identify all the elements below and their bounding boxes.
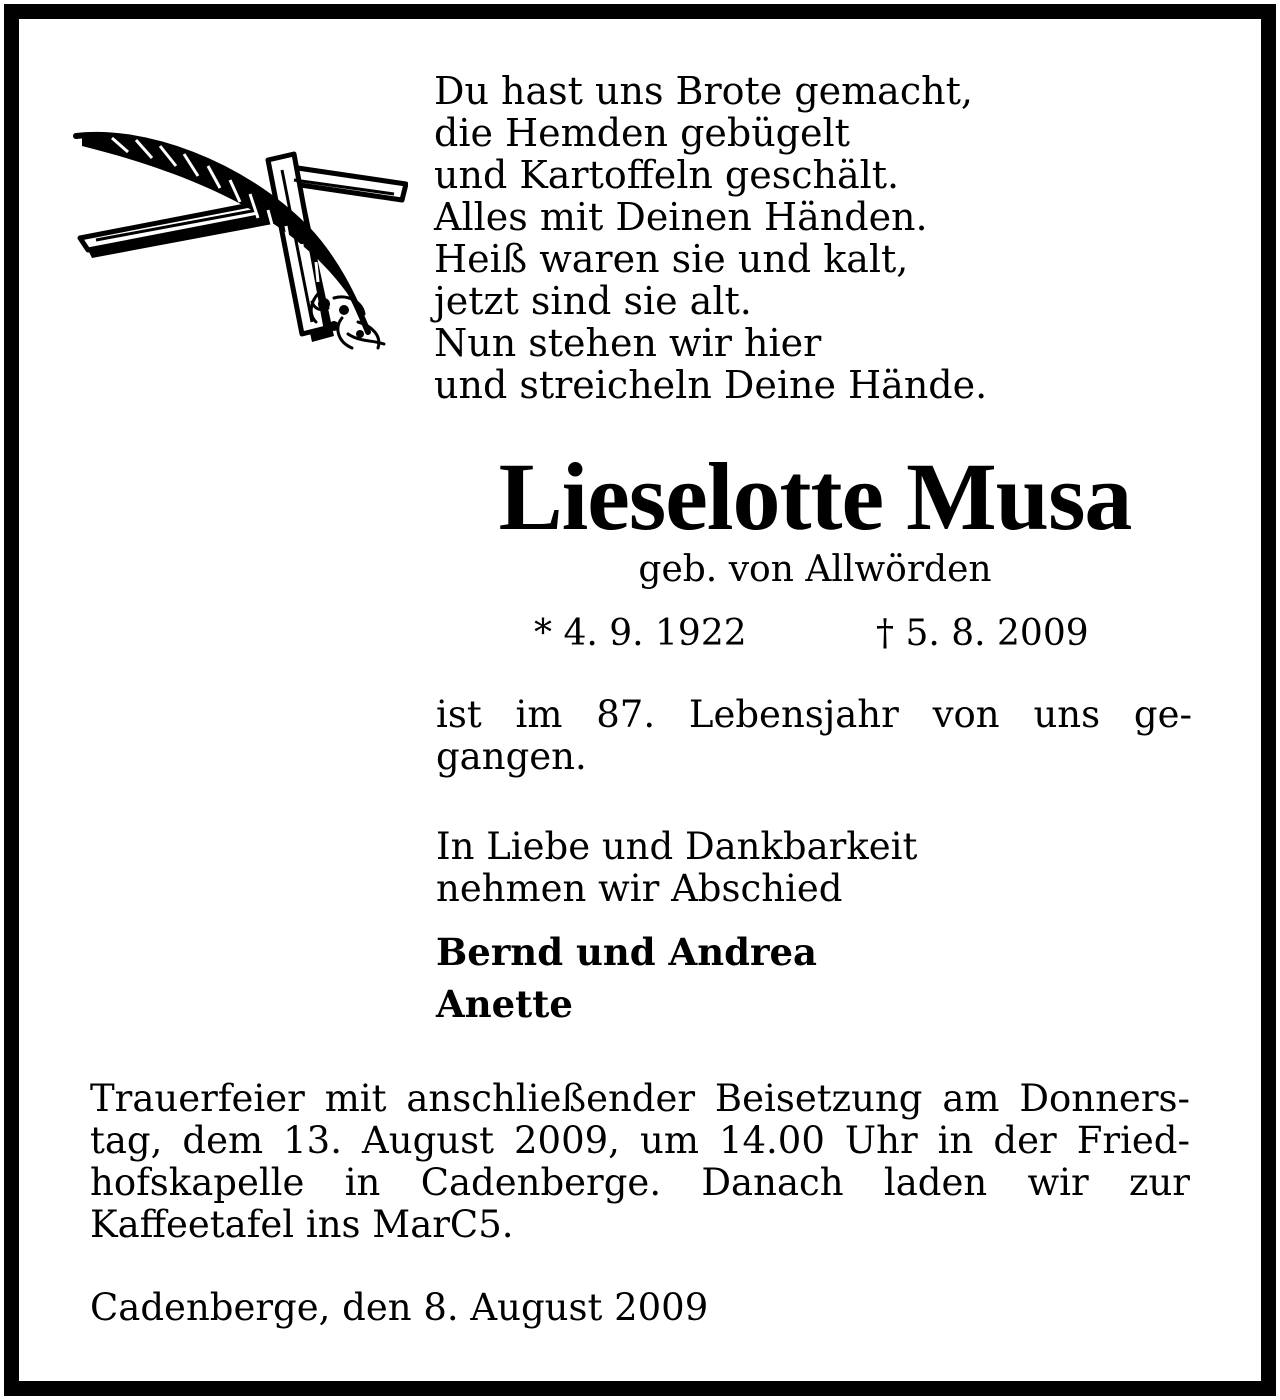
deceased-name: Lieselotte Musa — [498, 443, 1132, 550]
poem-line: Alles mit Deinen Händen. — [434, 195, 928, 239]
text-line: Trauerfeier mit anschließender Beisetzung am Donners- — [90, 1077, 1190, 1120]
text-line: ist im 87. Lebensjahr von uns ge- — [436, 693, 1192, 736]
text-line: hofskapelle in Cadenberge. Danach laden wir zur — [90, 1161, 1190, 1204]
poem-line: Du hast uns Brote gemacht, — [434, 69, 973, 113]
place-and-date: Cadenberge, den 8. August 2009 — [90, 1286, 709, 1329]
service-info — [90, 1078, 1190, 1246]
text-line: tag, dem 13. August 2009, um 14.00 Uhr in der Fried- — [90, 1119, 1190, 1162]
birth-name: geb. von Allwörden — [638, 549, 992, 590]
farewell-text — [436, 826, 1192, 910]
text-line: In Liebe und Dankbarkeit — [436, 825, 918, 868]
signer-name: Anette — [436, 982, 573, 1026]
poem-line: und streicheln Deine Hände. — [434, 363, 988, 407]
death-date: † 5. 8. 2009 — [876, 613, 1089, 654]
text-line: gangen. — [436, 735, 587, 778]
poem — [434, 70, 1054, 406]
poem-line: Heiß waren sie und kalt, — [434, 237, 909, 281]
age-statement — [436, 694, 1192, 778]
life-dates — [430, 610, 1200, 658]
poem-line: Nun stehen wir hier — [434, 321, 822, 365]
cross-with-palm-branch-icon — [72, 122, 408, 358]
text-line: nehmen wir Abschied — [436, 867, 843, 910]
poem-line: jetzt sind sie alt. — [434, 279, 752, 323]
signer-name: Bernd und Andrea — [436, 930, 818, 974]
birth-date: * 4. 9. 1922 — [534, 613, 747, 654]
poem-line: und Kartoffeln geschält. — [434, 153, 900, 197]
poem-line: die Hemden gebügelt — [434, 111, 850, 155]
text-line: Kaffeetafel ins MarC5. — [90, 1203, 514, 1246]
